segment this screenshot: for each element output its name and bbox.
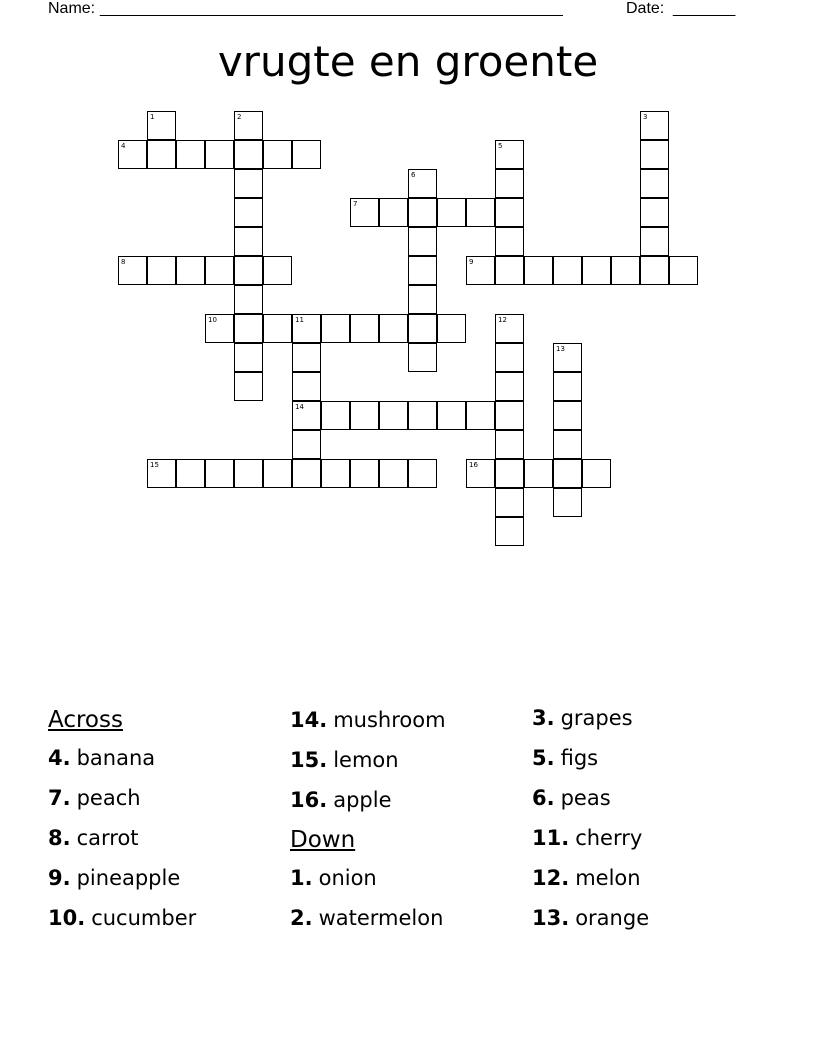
clue-item-word: mushroom [333, 708, 446, 732]
clue-item [532, 818, 772, 858]
crossword-cell[interactable] [234, 285, 263, 314]
crossword-cell[interactable] [263, 314, 292, 343]
clue-item-word: grapes [560, 706, 633, 730]
crossword-cell[interactable] [350, 459, 379, 488]
crossword-cell[interactable] [640, 256, 669, 285]
crossword-cell[interactable] [553, 430, 582, 459]
clue-item-word: peach [76, 786, 141, 810]
clue-number: 13 [556, 345, 565, 353]
crossword-cell[interactable] [495, 430, 524, 459]
crossword-cell[interactable] [234, 140, 263, 169]
crossword-cell[interactable] [118, 140, 147, 169]
clue-item [532, 858, 772, 898]
crossword-cell[interactable] [292, 459, 321, 488]
clue-item-number: 14. [290, 708, 328, 732]
crossword-cell[interactable] [524, 459, 553, 488]
crossword-cell[interactable] [524, 256, 553, 285]
crossword-cell[interactable] [495, 140, 524, 169]
crossword-cell[interactable] [640, 111, 669, 140]
crossword-cell[interactable] [640, 198, 669, 227]
crossword-cell[interactable] [205, 314, 234, 343]
clue-item [290, 898, 530, 938]
crossword-cell[interactable] [466, 459, 495, 488]
clue-column-2 [290, 700, 530, 938]
crossword-cell[interactable] [234, 198, 263, 227]
crossword-cell[interactable] [147, 256, 176, 285]
crossword-cell[interactable] [321, 401, 350, 430]
crossword-cell[interactable] [553, 372, 582, 401]
clue-number: 6 [411, 171, 416, 179]
crossword-cell[interactable] [234, 343, 263, 372]
crossword-cell[interactable] [234, 256, 263, 285]
crossword-cell[interactable] [408, 198, 437, 227]
clue-number: 9 [469, 258, 474, 266]
crossword-cell[interactable] [321, 314, 350, 343]
date-line[interactable]: _______ [673, 0, 736, 17]
clue-number: 16 [469, 461, 478, 469]
name-line[interactable]: ____________________________________________________ [100, 0, 563, 17]
crossword-cell[interactable] [495, 343, 524, 372]
clue-item-word: onion [318, 866, 377, 890]
crossword-cell[interactable] [408, 256, 437, 285]
clue-item [532, 738, 772, 778]
clue-item [532, 698, 772, 738]
crossword-cell[interactable] [640, 169, 669, 198]
clue-item-number: 6. [532, 786, 555, 810]
clue-number: 11 [295, 316, 304, 324]
crossword-cell[interactable] [582, 256, 611, 285]
clue-number: 10 [208, 316, 217, 324]
clue-item-word: pineapple [76, 866, 181, 890]
crossword-cell[interactable] [466, 256, 495, 285]
crossword-cell[interactable] [495, 314, 524, 343]
date-label: Date: [626, 0, 669, 17]
crossword-cell[interactable] [553, 488, 582, 517]
clue-item [290, 700, 530, 740]
crossword-cell[interactable] [495, 198, 524, 227]
clue-number: 14 [295, 403, 304, 411]
clue-item-word: orange [575, 906, 650, 930]
clue-item [532, 898, 772, 938]
clue-item-word: watermelon [318, 906, 444, 930]
crossword-cell[interactable] [176, 140, 205, 169]
crossword-cell[interactable] [437, 314, 466, 343]
name-label: Name: [48, 0, 100, 17]
crossword-cell[interactable] [147, 111, 176, 140]
clue-item-number: 1. [290, 866, 313, 890]
crossword-cell[interactable] [408, 343, 437, 372]
crossword-cell[interactable] [495, 256, 524, 285]
clue-item [290, 780, 530, 820]
clue-item [290, 858, 530, 898]
clue-item-number: 3. [532, 706, 555, 730]
crossword-cell[interactable] [379, 314, 408, 343]
clue-item [290, 740, 530, 780]
crossword-cell[interactable] [379, 198, 408, 227]
crossword-cell[interactable] [234, 459, 263, 488]
crossword-cell[interactable] [205, 256, 234, 285]
clue-number: 7 [353, 200, 358, 208]
clue-item-number: 7. [48, 786, 71, 810]
crossword-cell[interactable] [292, 430, 321, 459]
clue-item-number: 10. [48, 906, 86, 930]
clue-item-word: cherry [575, 826, 643, 850]
clue-item-word: cucumber [91, 906, 197, 930]
crossword-cell[interactable] [263, 459, 292, 488]
clue-column-1 [48, 700, 288, 938]
crossword-cell[interactable] [379, 459, 408, 488]
crossword-cell[interactable] [495, 372, 524, 401]
clue-item [48, 778, 288, 818]
crossword-cell[interactable] [234, 169, 263, 198]
crossword-cell[interactable] [495, 227, 524, 256]
crossword-cell[interactable] [495, 459, 524, 488]
crossword-cell[interactable] [611, 256, 640, 285]
crossword-cell[interactable] [147, 140, 176, 169]
clue-number: 8 [121, 258, 126, 266]
clue-item-number: 8. [48, 826, 71, 850]
crossword-cell[interactable] [495, 488, 524, 517]
crossword-cell[interactable] [292, 401, 321, 430]
crossword-cell[interactable] [147, 459, 176, 488]
clue-item-number: 11. [532, 826, 570, 850]
crossword-cell[interactable] [582, 459, 611, 488]
crossword-cell[interactable] [205, 459, 234, 488]
clue-item-number: 12. [532, 866, 570, 890]
crossword-cell[interactable] [640, 140, 669, 169]
clue-number: 1 [150, 113, 155, 121]
clue-item-word: banana [76, 746, 156, 770]
clue-item [532, 778, 772, 818]
clue-number: 2 [237, 113, 242, 121]
crossword-cell[interactable] [408, 285, 437, 314]
crossword-cell[interactable] [205, 140, 234, 169]
crossword-cell[interactable] [495, 169, 524, 198]
crossword-cell[interactable] [495, 401, 524, 430]
clue-item-word: figs [560, 746, 599, 770]
clue-item-number: 9. [48, 866, 71, 890]
crossword-cell[interactable] [437, 198, 466, 227]
page-title: vrugte en groente [217, 37, 599, 86]
clue-item-number: 15. [290, 748, 328, 772]
crossword-cell[interactable] [350, 401, 379, 430]
clue-number: 15 [150, 461, 159, 469]
crossword-cell[interactable] [118, 256, 147, 285]
crossword-cell[interactable] [234, 314, 263, 343]
clue-item [48, 858, 288, 898]
crossword-cell[interactable] [408, 401, 437, 430]
clue-item-word: melon [575, 866, 641, 890]
clue-item-word: carrot [76, 826, 139, 850]
crossword-cell[interactable] [408, 227, 437, 256]
crossword-cell[interactable] [292, 140, 321, 169]
clue-item-word: lemon [333, 748, 399, 772]
crossword-cell[interactable] [263, 140, 292, 169]
crossword-cell[interactable] [292, 314, 321, 343]
crossword-cell[interactable] [292, 372, 321, 401]
clue-item [48, 898, 288, 938]
clue-number: 12 [498, 316, 507, 324]
crossword-cell[interactable] [640, 227, 669, 256]
clue-item-word: apple [333, 788, 392, 812]
clue-item-number: 4. [48, 746, 71, 770]
crossword-cell[interactable] [292, 343, 321, 372]
crossword-cell[interactable] [263, 256, 292, 285]
down-heading: Down [290, 827, 356, 853]
crossword-cell[interactable] [234, 372, 263, 401]
clue-number: 3 [643, 113, 648, 121]
crossword-cell[interactable] [234, 111, 263, 140]
crossword-cell[interactable] [176, 256, 205, 285]
clue-item-word: peas [560, 786, 611, 810]
crossword-cell[interactable] [408, 169, 437, 198]
clue-item-number: 2. [290, 906, 313, 930]
crossword-cell[interactable] [408, 459, 437, 488]
clue-item [48, 818, 288, 858]
crossword-cell[interactable] [350, 314, 379, 343]
clue-number: 5 [498, 142, 503, 150]
crossword-cell[interactable] [553, 256, 582, 285]
crossword-cell[interactable] [176, 459, 205, 488]
crossword-cell[interactable] [466, 401, 495, 430]
clue-item-number: 13. [532, 906, 570, 930]
clue-column-3 [532, 700, 772, 938]
crossword-cell[interactable] [466, 198, 495, 227]
crossword-cell[interactable] [350, 198, 379, 227]
crossword-cell[interactable] [234, 227, 263, 256]
crossword-cell[interactable] [408, 314, 437, 343]
crossword-cell[interactable] [495, 517, 524, 546]
across-heading: Across [48, 707, 123, 733]
clue-item-number: 16. [290, 788, 328, 812]
crossword-cell[interactable] [669, 256, 698, 285]
crossword-cell[interactable] [321, 459, 350, 488]
crossword-cell[interactable] [437, 401, 466, 430]
clue-item [48, 738, 288, 778]
crossword-cell[interactable] [379, 401, 408, 430]
clue-item-number: 5. [532, 746, 555, 770]
clue-number: 4 [121, 142, 126, 150]
crossword-cell[interactable] [553, 343, 582, 372]
crossword-cell[interactable] [553, 459, 582, 488]
clue-list [48, 700, 768, 960]
crossword-cell[interactable] [553, 401, 582, 430]
